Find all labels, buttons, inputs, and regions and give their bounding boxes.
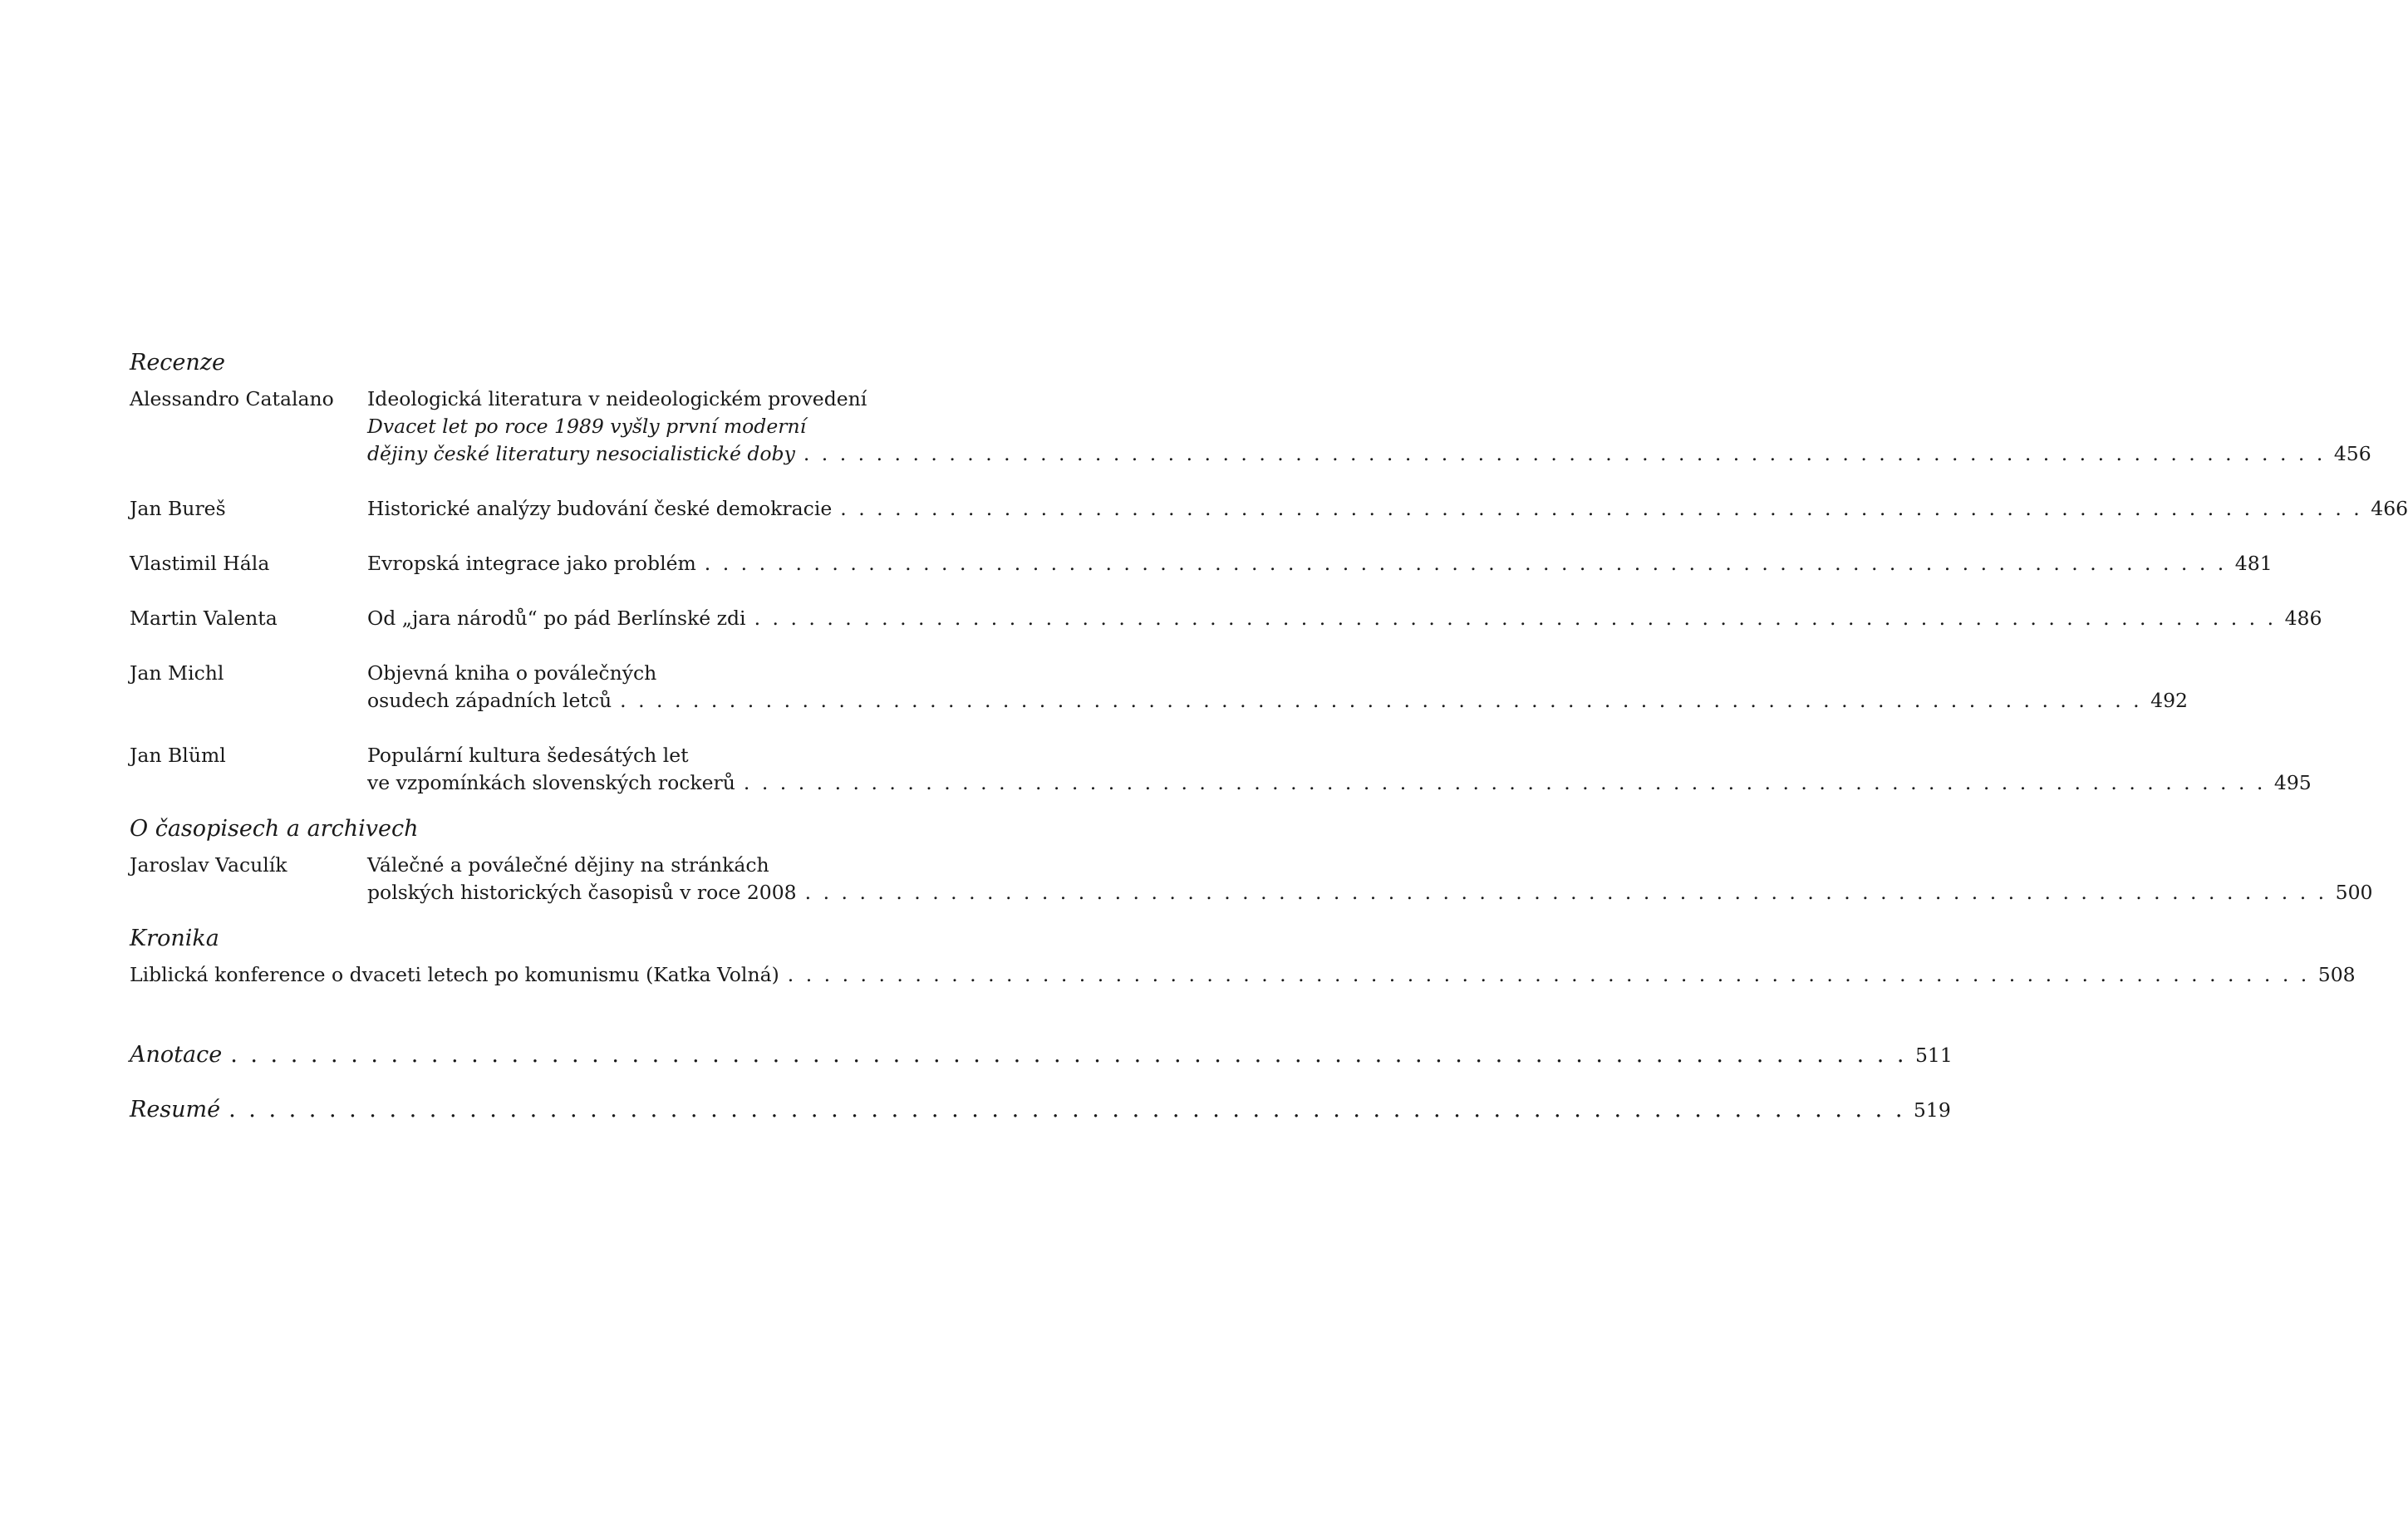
section-heading-recenze: Recenze <box>130 350 226 376</box>
toc-page-number: 511 <box>1914 1044 1953 1067</box>
toc-title-continued: ve vzpomínkách slovenských rockerů <box>367 771 735 794</box>
toc-title: Válečné a poválečné dějiny na stránkách <box>367 853 769 877</box>
toc-title: Od „jara národů“ po pád Berlínské zdi <box>367 607 746 630</box>
toc-author: Jan Bureš <box>130 497 226 520</box>
toc-author: Jaroslav Vaculík <box>130 853 287 877</box>
toc-leader-line <box>130 1041 1953 1069</box>
toc-title: Evropská integrace jako problém <box>367 552 696 575</box>
toc-author: Martin Valenta <box>130 607 278 630</box>
dot-leader: . . . . . . . . . . . . . . . . . . . . . . . . . . . . . . . . . . . . . . . . . . . . . . . . . . . . . . . . . . . . . . . . . . . . . . . . . . . . . . . . . . . . <box>804 881 2327 904</box>
toc-leader-line <box>367 687 2188 714</box>
toc-page-number: 466 <box>2371 497 2408 520</box>
toc-page-number: 456 <box>2333 442 2371 465</box>
toc-title: Historické analýzy budování české demokracie <box>367 497 833 520</box>
dot-leader: . . . . . . . . . . . . . . . . . . . . . . . . . . . . . . . . . . . . . . . . . . . . . . . . . . . . . . . . . . . . . . . . . . . . . . . . . . . . . . . . . . . . <box>840 497 2363 520</box>
toc-leader-line <box>367 440 2371 467</box>
section-heading-kronika: Kronika <box>130 926 219 951</box>
dot-leader: . . . . . . . . . . . . . . . . . . . . . . . . . . . . . . . . . . . . . . . . . . . . . . . . . . . . . . . . . . . . . . . . . . . . . . . . . . . . . . . . . . . . <box>787 963 2310 986</box>
toc-page-number: 495 <box>2273 771 2312 794</box>
dot-leader: . . . . . . . . . . . . . . . . . . . . . . . . . . . . . . . . . . . . . . . . . . . . . . . . . . . . . . . . . . . . . . . . . . . . . . . . . . . . . . . . . . . . <box>743 771 2266 794</box>
toc-title-continued: osudech západních letců <box>367 689 612 712</box>
toc-page-number: 486 <box>2284 607 2322 630</box>
dot-leader: . . . . . . . . . . . . . . . . . . . . . . . . . . . . . . . . . . . . . . . . . . . . . . . . . . . . . . . . . . . . . . . . . . . . . . . . . . . . . . . . . . . . <box>704 552 2227 575</box>
toc-leader-line <box>367 550 2273 577</box>
section-heading-resume: Resumé <box>130 1097 221 1123</box>
toc-title: Liblická konference o dvaceti letech po komunismu (Katka Volná) <box>130 963 779 986</box>
toc-page-number: 492 <box>2150 689 2188 712</box>
toc-title: Ideologická literatura v neideologickém provedení <box>367 387 867 410</box>
dot-leader: . . . . . . . . . . . . . . . . . . . . . . . . . . . . . . . . . . . . . . . . . . . . . . . . . . . . . . . . . . . . . . . . . . . . . . . . . . . . . . . . . . . . <box>754 607 2277 630</box>
toc-subtitle: dějiny české literatury nesocialistické doby <box>367 442 795 465</box>
toc-leader-line <box>367 605 2322 631</box>
dot-leader: . . . . . . . . . . . . . . . . . . . . . . . . . . . . . . . . . . . . . . . . . . . . . . . . . . . . . . . . . . . . . . . . . . . . . . . . . . . . . . . . . . . . <box>803 442 2326 465</box>
section-heading-casopisy: O časopisech a archivech <box>130 816 419 842</box>
toc-page-number: 508 <box>2317 963 2356 986</box>
toc-leader-line <box>367 769 2312 796</box>
toc-title: Objevná kniha o poválečných <box>367 661 657 685</box>
toc-page-number: 481 <box>2234 552 2273 575</box>
toc-author: Alessandro Catalano <box>130 387 334 410</box>
toc-leader-line <box>367 495 2408 522</box>
toc-author: Jan Blüml <box>130 744 226 767</box>
toc-leader-line <box>130 1096 1951 1124</box>
dot-leader: . . . . . . . . . . . . . . . . . . . . . . . . . . . . . . . . . . . . . . . . . . . . . . . . . . . . . . . . . . . . . . . . . . . . . . . . . . . . . . . . . . . . <box>620 689 2143 712</box>
toc-page-number: 519 <box>1913 1098 1951 1122</box>
toc-author: Vlastimil Hála <box>130 552 270 575</box>
section-heading-anotace: Anotace <box>130 1042 223 1068</box>
toc-title-continued: polských historických časopisů v roce 2008 <box>367 881 797 904</box>
toc-leader-line <box>130 961 2356 988</box>
toc-leader-line <box>367 879 2373 906</box>
toc-subtitle: Dvacet let po roce 1989 vyšly první moderní <box>367 415 807 438</box>
dot-leader: . . . . . . . . . . . . . . . . . . . . . . . . . . . . . . . . . . . . . . . . . . . . . . . . . . . . . . . . . . . . . . . . . . . . . . . . . . . . . . . . . . . . <box>230 1042 1907 1068</box>
dot-leader: . . . . . . . . . . . . . . . . . . . . . . . . . . . . . . . . . . . . . . . . . . . . . . . . . . . . . . . . . . . . . . . . . . . . . . . . . . . . . . . . . . . . <box>229 1097 1905 1123</box>
toc-author: Jan Michl <box>130 661 224 685</box>
toc-title: Populární kultura šedesátých let <box>367 744 689 767</box>
toc-page-number: 500 <box>2335 881 2373 904</box>
